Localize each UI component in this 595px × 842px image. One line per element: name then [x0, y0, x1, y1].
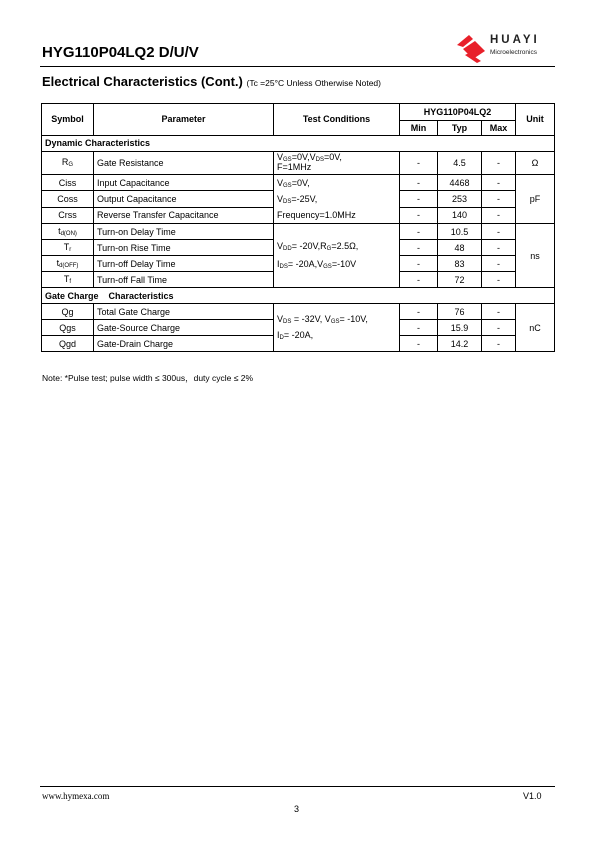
header-parameter: Parameter — [94, 104, 274, 136]
test-condition-cell: $V_{DS} = -32V$, $V_{GS}= -10V$, $I_D= -20A$, — [274, 304, 400, 352]
typ-cell: 48 — [438, 240, 482, 256]
symbol-cell: Qg — [42, 304, 94, 320]
min-cell: - — [400, 272, 438, 288]
typ-cell: 10.5 — [438, 224, 482, 240]
parameter-cell: Turn-off Fall Time — [94, 272, 274, 288]
symbol-cell: $t_{d(ON)}$ — [42, 224, 94, 240]
symbol-cell: Qgs — [42, 320, 94, 336]
parameter-cell: Gate-Drain Charge — [94, 336, 274, 352]
max-cell: - — [482, 240, 516, 256]
min-cell: - — [400, 152, 438, 175]
typ-cell: 253 — [438, 191, 482, 207]
test-condition-cell: $V_{GS}=0V$, $V_{DS}=-25V$, Frequency=1.0MHz — [274, 175, 400, 224]
header-min: Min — [400, 121, 438, 136]
section-title — [42, 74, 381, 89]
min-cell: - — [400, 224, 438, 240]
section-note: (Tc =25°C Unless Otherwise Noted) — [246, 78, 381, 88]
min-cell: - — [400, 320, 438, 336]
unit-cell: Ω — [516, 152, 555, 175]
min-cell: - — [400, 191, 438, 207]
typ-cell: 83 — [438, 256, 482, 272]
symbol-cell: $T_f$ — [42, 272, 94, 288]
section-title-text: Electrical Characteristics (Cont.) — [42, 74, 243, 89]
max-cell: - — [482, 152, 516, 175]
typ-cell: 4.5 — [438, 152, 482, 175]
parameter-cell: Output Capacitance — [94, 191, 274, 207]
test-condition-cell: $V_{GS}=0V,V_{DS}=0V$, F=1MHz — [274, 152, 400, 175]
unit-cell: pF — [516, 175, 555, 224]
table-row — [42, 152, 555, 175]
page-number: 3 — [294, 804, 300, 814]
max-cell: - — [482, 224, 516, 240]
symbol-cell: $T_r$ — [42, 240, 94, 256]
group-gate-charge: Gate Charge Characteristics — [42, 288, 555, 304]
max-cell: - — [482, 175, 516, 191]
typ-cell: 72 — [438, 272, 482, 288]
header-part: HYG110P04LQ2 — [400, 104, 516, 121]
symbol-cell: $t_{d(OFF)}$ — [42, 256, 94, 272]
header-test-conditions: Test Conditions — [274, 104, 400, 136]
footer-divider — [40, 786, 555, 787]
header-typ: Typ — [438, 121, 482, 136]
footer-website-link[interactable]: www.hymexa.com — [42, 791, 110, 801]
parameter-cell: Turn-on Delay Time — [94, 224, 274, 240]
min-cell: - — [400, 175, 438, 191]
part-title: HYG110P04LQ2 D/U/V — [42, 44, 199, 61]
header-max: Max — [482, 121, 516, 136]
max-cell: - — [482, 207, 516, 223]
parameter-cell: Total Gate Charge — [94, 304, 274, 320]
table-row — [42, 224, 555, 240]
typ-cell: 15.9 — [438, 320, 482, 336]
typ-cell: 14.2 — [438, 336, 482, 352]
header-divider — [40, 66, 555, 67]
symbol-cell: $R_G$ — [42, 152, 94, 175]
min-cell: - — [400, 256, 438, 272]
parameter-cell: Reverse Transfer Capacitance — [94, 207, 274, 223]
parameter-cell: Gate-Source Charge — [94, 320, 274, 336]
group-dynamic: Dynamic Characteristics — [42, 136, 555, 152]
symbol-cell: Crss — [42, 207, 94, 223]
parameter-cell: Gate Resistance — [94, 152, 274, 175]
min-cell: - — [400, 304, 438, 320]
test-condition-cell: $V_{DD}= -20V,R_G=2.5\Omega$, $I_{DS}= -20A,V_{GS}=-10V$ — [274, 224, 400, 288]
footer-version: V1.0 — [523, 791, 542, 801]
table-row — [42, 304, 555, 320]
typ-cell: 140 — [438, 207, 482, 223]
symbol-cell: Coss — [42, 191, 94, 207]
min-cell: - — [400, 336, 438, 352]
logo-subtext: Microelectronics — [490, 49, 537, 56]
max-cell: - — [482, 272, 516, 288]
max-cell: - — [482, 320, 516, 336]
min-cell: - — [400, 240, 438, 256]
electrical-characteristics-table — [41, 103, 555, 352]
max-cell: - — [482, 191, 516, 207]
parameter-cell: Turn-on Rise Time — [94, 240, 274, 256]
pulse-test-note: Note: *Pulse test; pulse width ≤ 300us，duty cycle ≤ 2% — [42, 373, 254, 383]
symbol-cell: Ciss — [42, 175, 94, 191]
header-unit: Unit — [516, 104, 555, 136]
parameter-cell: Input Capacitance — [94, 175, 274, 191]
header-symbol: Symbol — [42, 104, 94, 136]
logo-text: HUAYI — [490, 34, 540, 46]
table-row — [42, 175, 555, 191]
unit-cell: nC — [516, 304, 555, 352]
unit-cell: ns — [516, 224, 555, 288]
parameter-cell: Turn-off Delay Time — [94, 256, 274, 272]
max-cell: - — [482, 304, 516, 320]
min-cell: - — [400, 207, 438, 223]
typ-cell: 4468 — [438, 175, 482, 191]
max-cell: - — [482, 336, 516, 352]
max-cell: - — [482, 256, 516, 272]
typ-cell: 76 — [438, 304, 482, 320]
symbol-cell: Qgd — [42, 336, 94, 352]
